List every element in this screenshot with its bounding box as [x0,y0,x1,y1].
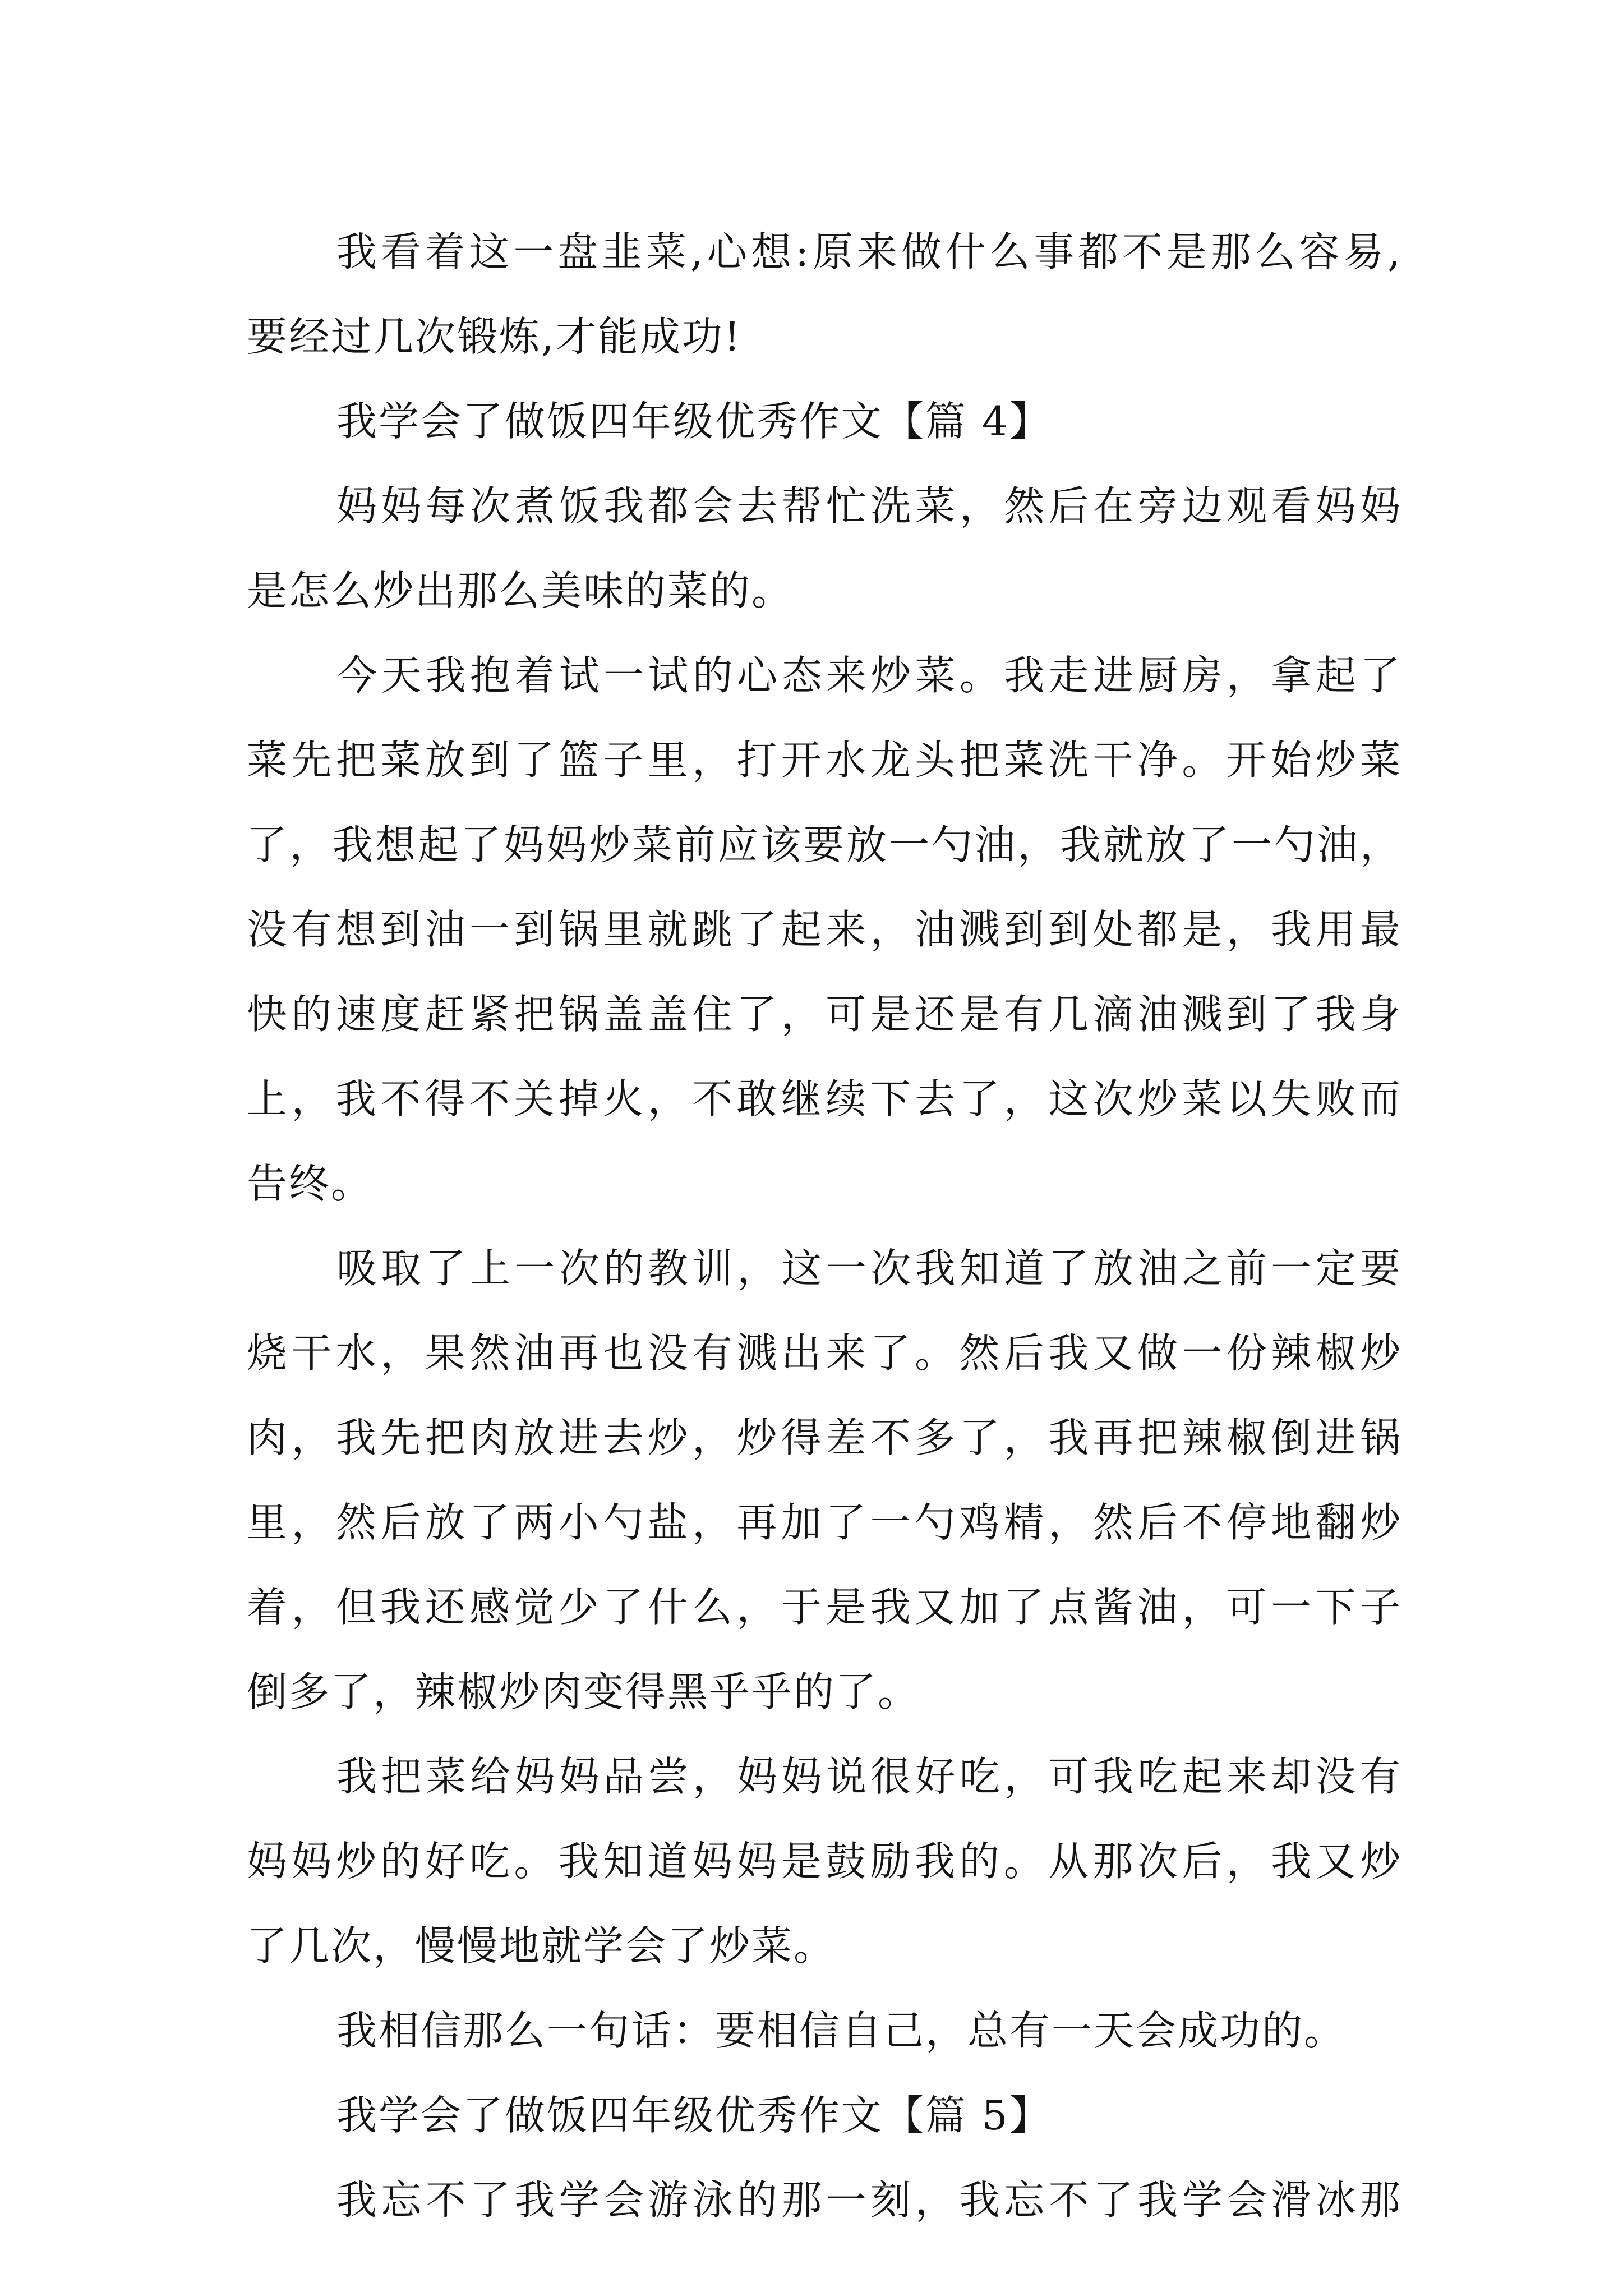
text-line: 要经过几次锻炼,才能成功! [247,313,742,360]
text-line: 我把菜给妈妈品尝，妈妈说很好吃，可我吃起来却没有 [336,1753,1402,1800]
text-line: 烧干水，果然油再也没有溅出来了。然后我又做一份辣椒炒 [247,1329,1402,1377]
text-line: 是怎么炒出那么美味的菜的。 [247,567,794,614]
text-line: 肉，我先把肉放进去炒，炒得差不多了，我再把辣椒倒进锅 [247,1414,1402,1461]
paragraph [247,2158,1402,2243]
text-line: 上，我不得不关掉火，不敢继续下去了，这次炒菜以失败而 [247,1075,1402,1122]
section-heading: 我学会了做饭四年级优秀作文【篇 4】 [336,398,1052,445]
text-line: 着，但我还感觉少了什么，于是我又加了点酱油，可一下子 [247,1584,1402,1631]
paragraph [247,1734,1402,1989]
paragraph [247,633,1402,1226]
text-line: 菜先把菜放到了篮子里，打开水龙头把菜洗干净。开始炒菜 [247,737,1402,784]
text-line: 吸取了上一次的教训，这一次我知道了放油之前一定要 [336,1245,1402,1292]
text-line: 快的速度赶紧把锅盖盖住了，可是还是有几滴油溅到了我身 [247,991,1402,1038]
text-line: 了，我想起了妈妈炒菜前应该要放一勺油，我就放了一勺油， [247,821,1402,868]
text-line: 我相信那么一句话：要相信自己，总有一天会成功的。 [336,2007,1347,2054]
section-heading: 我学会了做饭四年级优秀作文【篇 5】 [336,2092,1052,2139]
text-line: 今天我抱着试一试的心态来炒菜。我走进厨房，拿起了 [336,652,1402,699]
text-line: 我忘不了我学会游泳的那一刻，我忘不了我学会滑冰那 [336,2177,1402,2224]
paragraph [247,464,1402,633]
text-line: 里，然后放了两小勺盐，再加了一勺鸡精，然后不停地翻炒 [247,1499,1402,1546]
text-line: 倒多了，辣椒炒肉变得黑乎乎的了。 [247,1668,920,1715]
paragraph [247,210,1402,379]
text-line: 没有想到油一到锅里就跳了起来，油溅到到处都是，我用最 [247,906,1402,953]
text-line: 我看着这一盘韭菜,心想:原来做什么事都不是那么容易, [336,228,1402,275]
text-line: 妈妈炒的好吃。我知道妈妈是鼓励我的。从那次后，我又炒 [247,1838,1402,1885]
paragraph [247,1226,1402,1734]
document-body [247,210,1402,2243]
text-line: 告终。 [247,1160,374,1207]
paragraph [247,1989,1402,2073]
text-line: 妈妈每次煮饭我都会去帮忙洗菜，然后在旁边观看妈妈 [336,482,1402,530]
text-line: 了几次，慢慢地就学会了炒菜。 [247,1922,836,1970]
